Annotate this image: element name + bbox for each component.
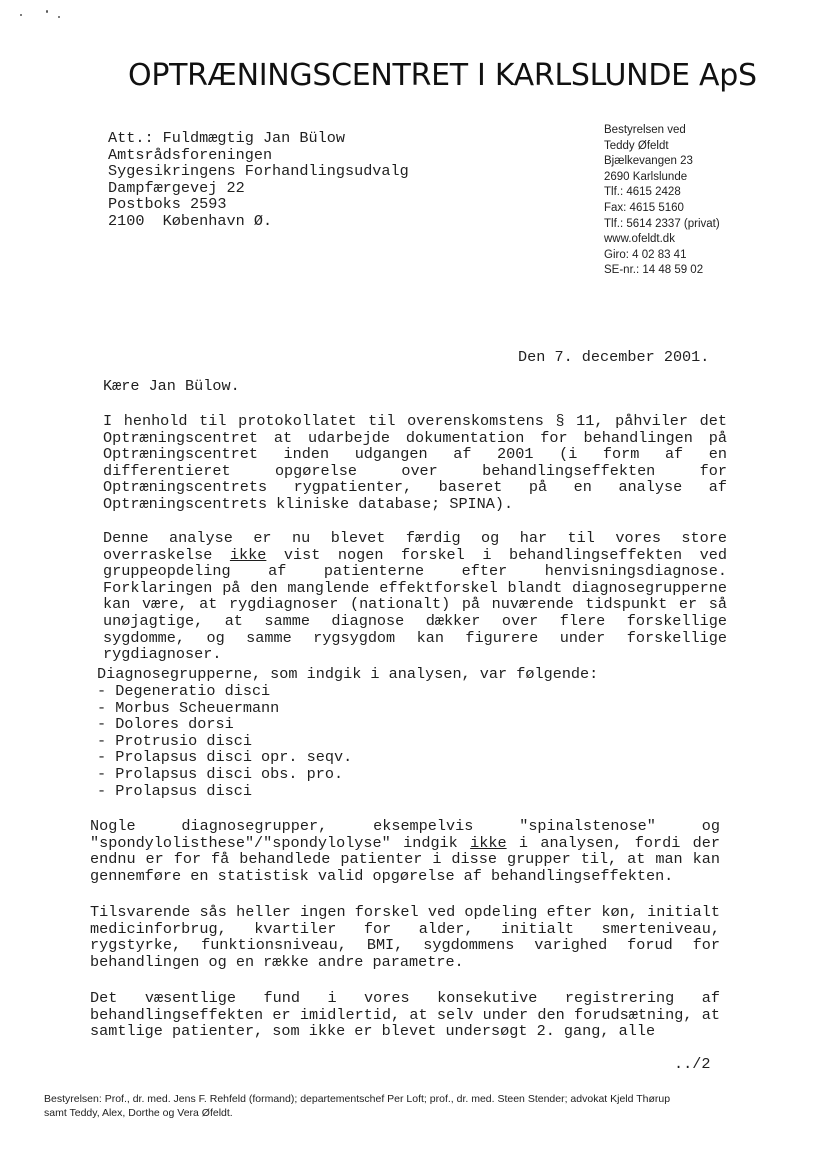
diagnosis-intro: Diagnosegrupperne, som indgik i analysen, var følgende: xyxy=(97,665,599,683)
recipient-line: 2100 København Ø. xyxy=(108,211,273,230)
paragraph-text: Denne analyse er nu blevet færdig og har til vores store overraskelse xyxy=(103,529,727,564)
paragraph-protocol: I henhold til protokollatet til overenskomstens § 11, påhviler det Optræningscentret at udarbejde dokumentation for behandlingen på Optræningscentret inden udgangen af 2001 (i form af en differentieret opgørelse over behandlingseffekten for Optræningscentrets rygpatienter, baseret på en analyse af Optræningscentrets kliniske database; SPINA). xyxy=(103,412,727,513)
sender-line: Bestyrelsen ved xyxy=(604,124,686,136)
list-item: - Dolores dorsi xyxy=(97,715,234,734)
sender-line: Tlf.: 4615 2428 xyxy=(604,186,681,199)
page-continuation: ../2 xyxy=(674,1055,711,1073)
scan-speck xyxy=(20,14,22,16)
scan-speck xyxy=(46,10,48,13)
recipient-address xyxy=(108,130,409,230)
list-item: - Degeneratio disci xyxy=(97,682,271,700)
sender-line: SE-nr.: 14 48 59 02 xyxy=(604,264,704,277)
paragraph-text: vist nogen forskel i behandlingseffekten ved gruppeopdeling af patienterne efter henvisningsdiagnose. Forklaringen på den manglende effektforskel blandt diagnosegrupperne kan være, at rygdiagnoser (nationalt) på nuværende tidspunkt er så unøjagtige, at samme diagnose dækker over flere forskellige sygdomme, og samme rygsygdom kan figurere under forskellige rygdiagnoser. xyxy=(103,545,727,664)
scan-speck xyxy=(58,16,60,18)
diagnosis-list xyxy=(97,683,352,799)
sender-block xyxy=(604,123,804,279)
sender-line: Teddy Øfeldt xyxy=(604,139,669,152)
recipient-line: Postboks 2593 xyxy=(108,195,227,214)
board-footer xyxy=(44,1092,804,1120)
paragraph-text: Nogle diagnosegrupper, eksempelvis "spinalstenose" og "spondylolisthese"/"spondylolyse" indgik xyxy=(90,817,720,852)
sender-line: Giro: 4 02 83 41 xyxy=(604,248,687,261)
sender-line: Bjælkevangen 23 xyxy=(604,155,693,168)
sender-line: Tlf.: 5614 2337 (privat) xyxy=(604,217,720,230)
recipient-line: Att.: Fuldmægtig Jan Bülow xyxy=(108,129,345,147)
footer-line: Bestyrelsen: Prof., dr. med. Jens F. Rehfeld (formand); departementschef Per Loft; prof., dr. med. Steen Stender; advokat Kjeld Thørup xyxy=(44,1093,671,1105)
emphasis-ikke: ikke xyxy=(229,545,267,564)
list-item: - Protrusio disci xyxy=(97,731,252,750)
recipient-line: Dampfærgevej 22 xyxy=(108,178,245,197)
list-item: - Prolapsus disci xyxy=(97,781,252,800)
paragraph-text: i analysen, fordi der endnu er for få behandlede patienter i disse grupper til, at man kan gennemføre en statistisk valid opgørelse af behandlingseffekten. xyxy=(90,833,720,885)
paragraph-excluded-groups xyxy=(90,818,720,884)
paragraph-main-finding: Det væsentlige fund i vores konsekutive registrering af behandlingseffekten er imidlertid, at selv under den forudsætning, at samtlige patienter, som ikke er blevet undersøgt 2. gang, alle xyxy=(90,989,720,1041)
letter-date: Den 7. december 2001. xyxy=(518,348,710,366)
paragraph-analysis xyxy=(103,530,727,663)
footer-line: samt Teddy, Alex, Dorthe og Vera Øfeldt. xyxy=(44,1107,233,1119)
sender-website: www.ofeldt.dk xyxy=(604,233,675,246)
company-letterhead: OPTRÆNINGSCENTRET I KARLSLUNDE ApS xyxy=(128,58,757,93)
sender-line: Fax: 4615 5160 xyxy=(604,201,684,214)
paragraph-no-difference: Tilsvarende sås heller ingen forskel ved opdeling efter køn, initialt medicinforbrug, kvartiler for alder, initialt smerteniveau, rygstyrke, funktionsniveau, BMI, sygdommens varighed forud for behandlingen og en række andre parametre. xyxy=(90,903,720,971)
list-item: - Prolapsus disci obs. pro. xyxy=(97,764,344,783)
emphasis-ikke: ikke xyxy=(470,833,507,852)
recipient-line: Sygesikringens Forhandlingsudvalg xyxy=(108,162,409,181)
greeting: Kære Jan Bülow. xyxy=(103,377,240,395)
recipient-line: Amtsrådsforeningen xyxy=(108,145,273,164)
sender-line: 2690 Karlslunde xyxy=(604,170,688,183)
list-item: - Prolapsus disci opr. seqv. xyxy=(97,748,353,767)
list-item: - Morbus Scheuermann xyxy=(97,698,280,717)
